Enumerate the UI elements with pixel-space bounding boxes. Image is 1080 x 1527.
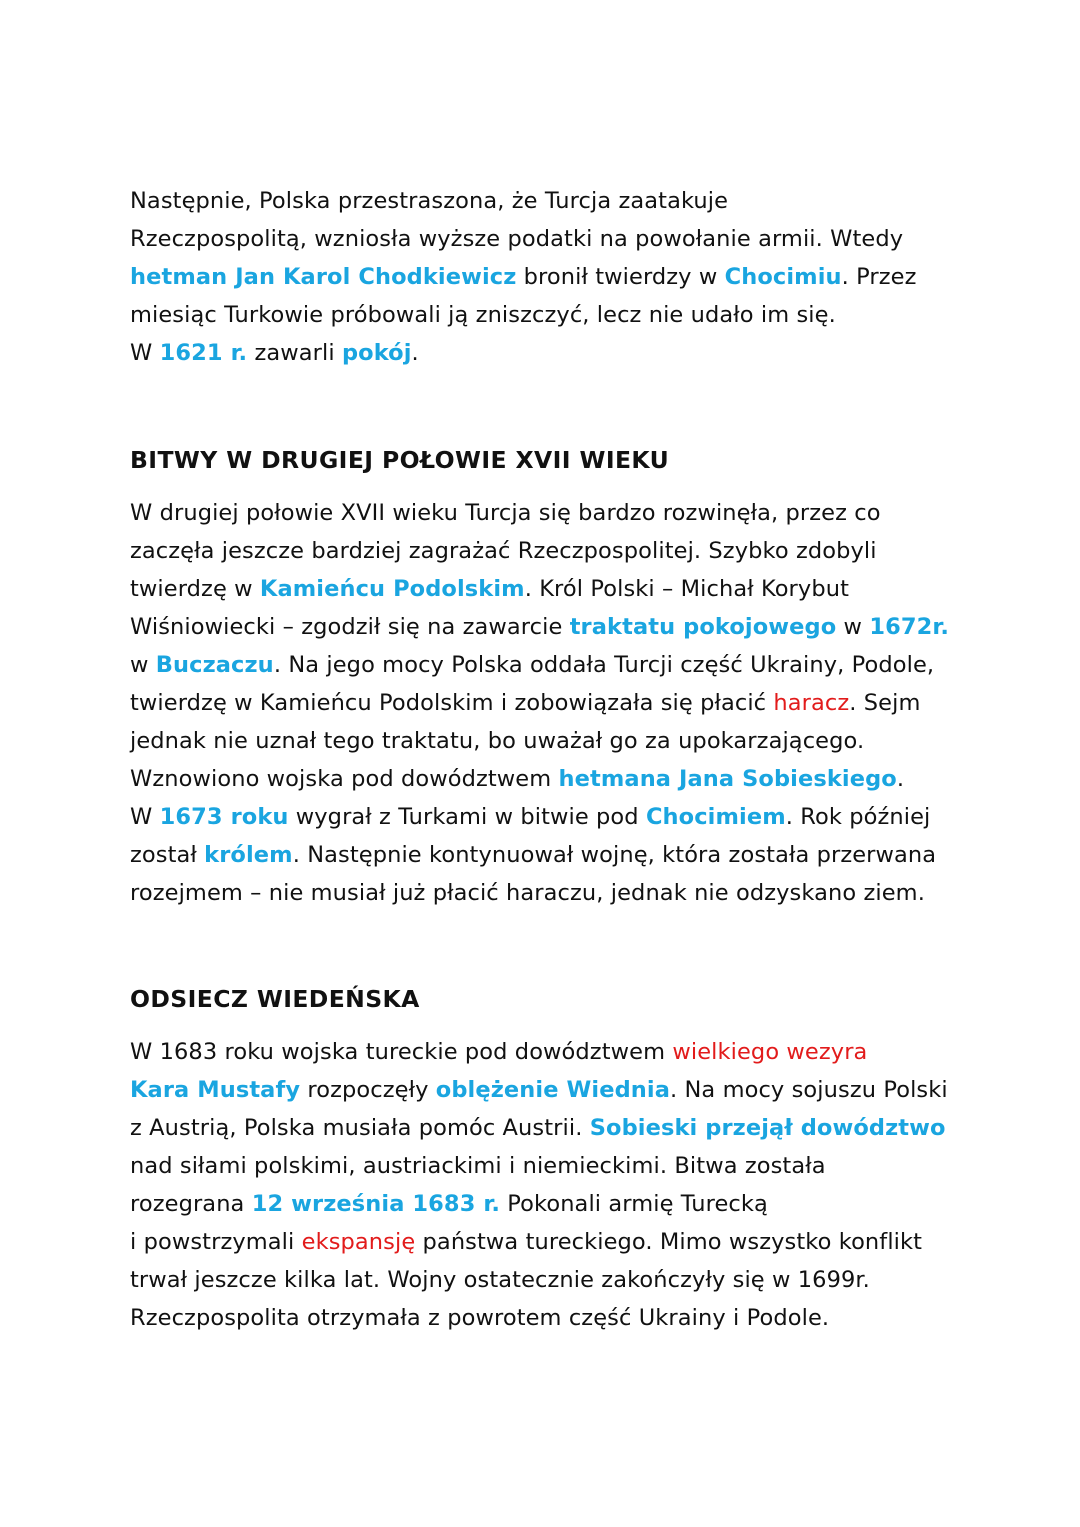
- text-line: w Buczaczu. Na jego mocy Polska oddała Turcji część Ukrainy, Podole,: [130, 652, 935, 678]
- text-line: Rzeczpospolitą, wzniosła wyższe podatki na powołanie armii. Wtedy: [130, 226, 904, 252]
- highlight-term: oblężenie Wiednia: [435, 1077, 670, 1103]
- highlight-term: królem: [204, 842, 293, 868]
- highlight-term: Kara Mustafy: [130, 1077, 301, 1103]
- highlight-date: 1672r.: [869, 614, 949, 640]
- highlight-term: hetman Jan Karol Chodkiewicz: [130, 264, 517, 290]
- text-line: rozegrana 12 września 1683 r. Pokonali armię Turecką: [130, 1191, 768, 1217]
- highlight-term: traktatu pokojowego: [569, 614, 837, 640]
- highlight-term: Sobieski przejął dowództwo: [589, 1115, 946, 1141]
- highlight-date: 1621 r.: [159, 340, 248, 366]
- highlight-term: pokój: [341, 340, 412, 366]
- text-line: Wiśniowiecki – zgodził się na zawarcie traktatu pokojowego w 1672r.: [130, 614, 949, 640]
- highlight-term: hetmana Jana Sobieskiego: [558, 766, 897, 792]
- section-heading-vienna: ODSIECZ WIEDEŃSKA: [130, 985, 420, 1013]
- text-line: nad siłami polskimi, austriackimi i niemieckimi. Bitwa została: [130, 1153, 826, 1179]
- text-line: twierdzę w Kamieńcu Podolskim. Król Polski – Michał Korybut: [130, 576, 849, 602]
- text-line: z Austrią, Polska musiała pomóc Austrii. Sobieski przejął dowództwo: [130, 1115, 946, 1141]
- text-line: został królem. Następnie kontynuował wojnę, która została przerwana: [130, 842, 937, 868]
- highlight-term: Buczaczu: [155, 652, 274, 678]
- text-line: W drugiej połowie XVII wieku Turcja się bardzo rozwinęła, przez co: [130, 500, 881, 526]
- highlight-red-term: wielkiego wezyra: [672, 1039, 868, 1065]
- text-line: W 1673 roku wygrał z Turkami w bitwie pod Chocimiem. Rok później: [130, 804, 931, 830]
- text-line: hetman Jan Karol Chodkiewicz bronił twierdzy w Chocimiu. Przez: [130, 264, 917, 290]
- text-line: W 1621 r. zawarli pokój.: [130, 340, 419, 366]
- text-line: W 1683 roku wojska tureckie pod dowództwem wielkiego wezyra: [130, 1039, 868, 1065]
- text-line: jednak nie uznał tego traktatu, bo uważał go za upokarzającego.: [130, 728, 865, 754]
- text-line: Rzeczpospolita otrzymała z powrotem część Ukrainy i Podole.: [130, 1305, 830, 1331]
- text-line: rozejmem – nie musiał już płacić haraczu, jednak nie odzyskano ziem.: [130, 880, 925, 906]
- text-line: zaczęła jeszcze bardziej zagrażać Rzeczpospolitej. Szybko zdobyli: [130, 538, 877, 564]
- text-line: twierdzę w Kamieńcu Podolskim i zobowiązała się płacić haracz. Sejm: [130, 690, 921, 716]
- highlight-term: Chocimiem: [645, 804, 786, 830]
- highlight-term: Kamieńcu Podolskim: [259, 576, 525, 602]
- highlight-date: 1673 roku: [159, 804, 289, 830]
- text-line: miesiąc Turkowie próbowali ją zniszczyć, lecz nie udało im się.: [130, 302, 836, 328]
- highlight-red-term: haracz: [773, 690, 850, 716]
- text-line: Kara Mustafy rozpoczęły oblężenie Wiednia. Na mocy sojuszu Polski: [130, 1077, 948, 1103]
- text-line: trwał jeszcze kilka lat. Wojny ostatecznie zakończyły się w 1699r.: [130, 1267, 870, 1293]
- highlight-date: 12 września 1683 r.: [251, 1191, 501, 1217]
- text-line: Następnie, Polska przestraszona, że Turcja zaatakuje: [130, 188, 729, 214]
- text-line: i powstrzymali ekspansję państwa tureckiego. Mimo wszystko konflikt: [130, 1229, 923, 1255]
- highlight-term: Chocimiu: [724, 264, 842, 290]
- text-line: Wznowiono wojska pod dowództwem hetmana Jana Sobieskiego.: [130, 766, 905, 792]
- section-heading-battles: BITWY W DRUGIEJ POŁOWIE XVII WIEKU: [130, 446, 670, 474]
- highlight-red-term: ekspansję: [301, 1229, 416, 1255]
